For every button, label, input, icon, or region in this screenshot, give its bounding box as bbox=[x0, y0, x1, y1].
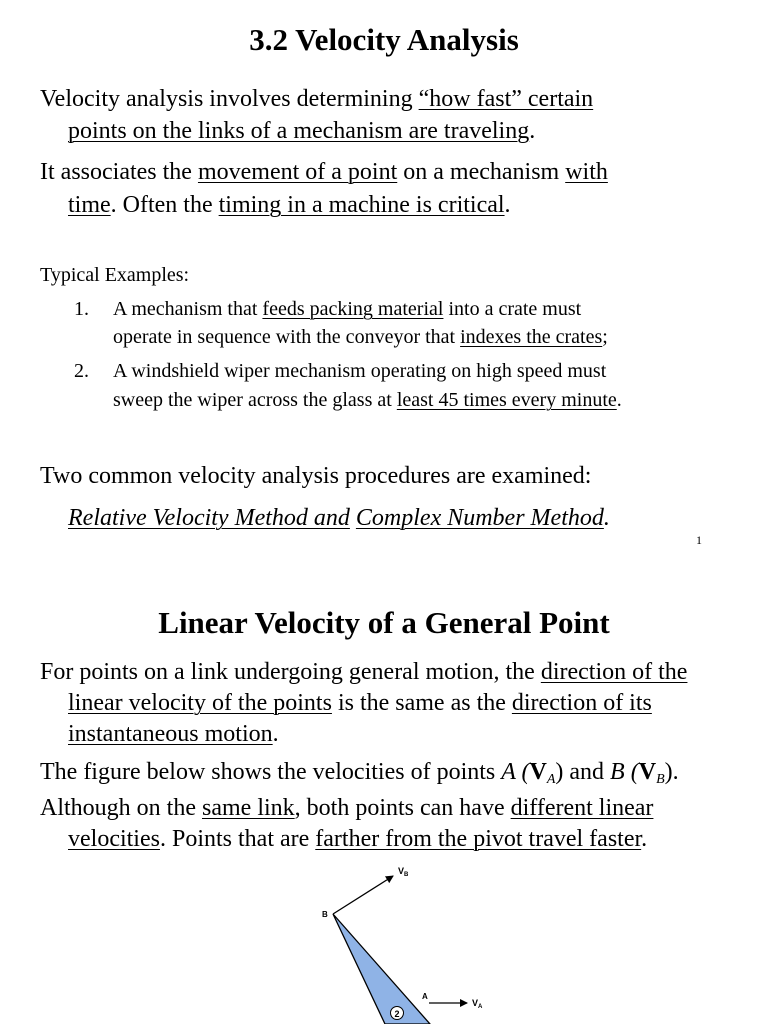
velocity-symbol: V bbox=[529, 759, 547, 785]
assoc-text: It associates the bbox=[40, 159, 198, 185]
para2-line bbox=[40, 757, 679, 795]
example-1-number: 1. bbox=[74, 298, 89, 320]
procedures-line-1: Two common velocity analysis procedures are examined: bbox=[40, 463, 592, 489]
para-text: Although on the bbox=[40, 795, 202, 821]
example-2-line-1: A windshield wiper mechanism operating on high speed must bbox=[113, 360, 607, 382]
assoc-emphasis: movement of a point bbox=[197, 159, 398, 185]
example-emphasis: indexes the crates bbox=[460, 326, 603, 348]
point-b: B bbox=[610, 759, 625, 785]
velocity-subscript: B bbox=[656, 772, 665, 787]
example-2-line-2 bbox=[113, 386, 622, 414]
assoc-text: . Often the bbox=[110, 192, 219, 218]
velocity-figure bbox=[300, 860, 520, 1024]
example-text: A mechanism that bbox=[113, 298, 263, 320]
procedures-period: . bbox=[603, 505, 610, 531]
procedures-line-2 bbox=[68, 503, 610, 533]
paren: ( bbox=[515, 759, 530, 785]
assoc-emphasis: time bbox=[68, 192, 111, 218]
method-relative-velocity: Relative Velocity Method and bbox=[68, 505, 350, 531]
example-text: . bbox=[616, 389, 622, 411]
para-text: . bbox=[641, 826, 648, 852]
intro-text: Velocity analysis involves determining bbox=[40, 86, 419, 112]
velocity-symbol: V bbox=[638, 759, 657, 785]
para-text: is the same as the bbox=[331, 690, 512, 716]
para-text: ). bbox=[664, 759, 679, 785]
section-title: 3.2 Velocity Analysis bbox=[249, 22, 519, 57]
para-emphasis: different linear bbox=[510, 795, 654, 821]
page-number: 1 bbox=[696, 533, 702, 547]
para-text: The figure below shows the velocities of points bbox=[40, 759, 502, 785]
examples-heading: Typical Examples: bbox=[40, 264, 190, 286]
para-emphasis: velocities bbox=[68, 826, 160, 852]
para-emphasis: direction of its bbox=[511, 690, 652, 716]
intro-line-1 bbox=[40, 84, 593, 114]
para3-line-1 bbox=[40, 793, 653, 823]
para-emphasis: linear velocity of the points bbox=[68, 690, 332, 716]
assoc-text: on a mechanism bbox=[397, 159, 566, 185]
example-1-line-2 bbox=[113, 323, 608, 351]
intro-line-2 bbox=[68, 116, 535, 146]
assoc-line-2 bbox=[68, 190, 511, 220]
para-text: . Points that are bbox=[159, 826, 316, 852]
assoc-emphasis: timing in a machine is critical bbox=[218, 192, 505, 218]
intro-emphasis: points on the links of a mechanism are traveling bbox=[68, 118, 530, 144]
example-text: sweep the wiper across the glass at bbox=[113, 389, 397, 411]
point-a: A bbox=[501, 759, 516, 785]
paren: ( bbox=[624, 759, 639, 785]
para-text: , both points can have bbox=[294, 795, 511, 821]
point-b-label: B bbox=[322, 910, 328, 919]
para-emphasis: same link bbox=[202, 795, 295, 821]
example-text: into a crate must bbox=[443, 298, 582, 320]
example-emphasis: feeds packing material bbox=[262, 298, 444, 320]
example-2-number: 2. bbox=[74, 360, 89, 382]
example-1-line-1 bbox=[113, 295, 581, 323]
example-text: ; bbox=[602, 326, 608, 348]
pivot-number: 2 bbox=[394, 1009, 400, 1019]
velocity-vector-b bbox=[333, 876, 393, 914]
para-emphasis: farther from the pivot travel faster bbox=[315, 826, 642, 852]
mechanism-link bbox=[333, 914, 430, 1024]
velocity-subscript: A bbox=[546, 772, 556, 787]
assoc-line-1 bbox=[40, 157, 608, 187]
intro-text: . bbox=[529, 118, 536, 144]
para1-line-1 bbox=[40, 657, 687, 687]
para-emphasis: instantaneous motion bbox=[68, 721, 273, 747]
example-text: operate in sequence with the conveyor that bbox=[113, 326, 461, 348]
intro-emphasis: “how fast” certain bbox=[418, 86, 594, 112]
point-a-label: A bbox=[422, 992, 428, 1001]
para-text: For points on a link undergoing general motion, the bbox=[40, 659, 541, 685]
va-label: $V_A$ bbox=[472, 998, 483, 1010]
section-title: Linear Velocity of a General Point bbox=[158, 605, 610, 640]
para1-line-3 bbox=[68, 719, 279, 749]
para-text: ) and bbox=[555, 759, 611, 785]
para3-line-2 bbox=[68, 824, 647, 854]
para-text: . bbox=[272, 721, 279, 747]
assoc-text: . bbox=[504, 192, 511, 218]
method-complex-number: Complex Number Method bbox=[355, 505, 604, 531]
vb-label: $V_B$ bbox=[398, 866, 409, 878]
para1-line-2 bbox=[68, 688, 652, 718]
example-emphasis: least 45 times every minute bbox=[396, 389, 617, 411]
para-emphasis: direction of the bbox=[540, 659, 688, 685]
assoc-emphasis: with bbox=[565, 159, 608, 185]
